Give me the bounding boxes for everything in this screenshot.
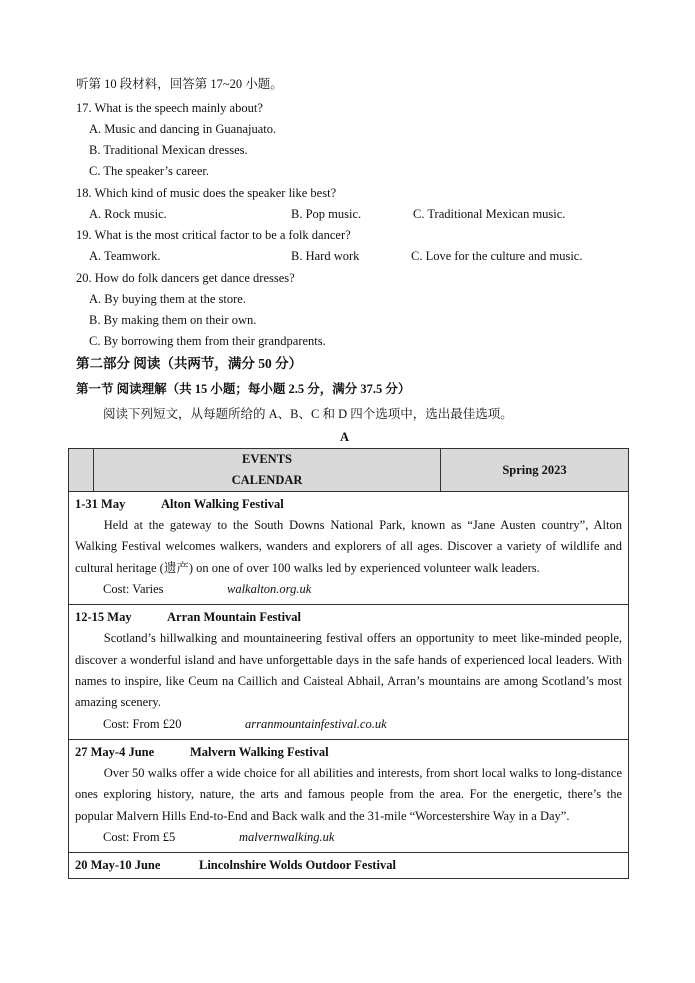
- q17-option-a: A. Music and dancing in Guanajuato.: [89, 122, 277, 136]
- event-description: Scotland’s hillwalking and mountaineering festival offers an opportunity to meet like-minded people, discover a wonderful island and have unforgettable days in the safe hands of experienced local leaders. With names to inspire, like Ceum na Caillich and Caisteal Abhail, Arran’s mountains are among Scotland’s most amazing scenery.: [75, 631, 622, 710]
- event-dates: 20 May-10 June: [75, 858, 161, 873]
- section-one-title: 第一节 阅读理解（共 15 小题；每小题 2.5 分，满分 37.5 分）: [76, 382, 411, 396]
- event-cost: Cost: Varies: [103, 582, 164, 597]
- q18-option-a: A. Rock music.: [89, 207, 167, 221]
- event-name: Malvern Walking Festival: [190, 744, 329, 759]
- q20-option-b: B. By making them on their own.: [89, 313, 257, 327]
- q19-option-a: A. Teamwork.: [89, 249, 161, 263]
- event-malvern: [69, 739, 629, 852]
- q17-option-b: B. Traditional Mexican dresses.: [89, 143, 248, 157]
- header-season-cell: Spring 2023: [441, 449, 629, 492]
- event-row: [69, 853, 629, 879]
- event-name: Alton Walking Festival: [161, 497, 284, 511]
- event-description: Over 50 walks offer a wide choice for all abilities and interests, from short local walks to long-distance ones exploring history, nature, the arts and famous people from the area. For the energetic, there’s the popular Malvern Hills End-to-End and Back walk and the 31-mile “Worcestershire Way in a Day”.: [75, 765, 622, 823]
- q18-option-c: C. Traditional Mexican music.: [413, 207, 566, 221]
- reading-instruction: 阅读下列短文，从每题所给的 A、B、C 和 D 四个选项中，选出最佳选项。: [103, 407, 513, 421]
- calendar-header-row: [69, 449, 629, 492]
- event-dates: 12-15 May: [75, 610, 132, 625]
- event-lincolnshire: [69, 853, 629, 879]
- header-corner-cell: [69, 449, 94, 492]
- q17-option-c: C. The speaker’s career.: [89, 164, 209, 178]
- event-website: walkalton.org.uk: [227, 582, 312, 597]
- question-19: 19. What is the most critical factor to be a folk dancer?: [76, 228, 351, 242]
- event-description: Held at the gateway to the South Downs National Park, known as “Jane Austen country”, Alton Walking Festival welcomes walkers, wanders and explorers of all ages. Discover a variety of wildlife and cultural heritage (遗产) on one of over 100 walks led by experienced volunteer walk leaders.: [75, 518, 622, 575]
- event-name: Arran Mountain Festival: [167, 610, 302, 625]
- event-cost: Cost: From £20: [103, 716, 182, 731]
- q20-option-a: A. By buying them at the store.: [89, 292, 246, 306]
- event-dates: 27 May-4 June: [75, 744, 155, 759]
- event-dates: 1-31 May: [75, 497, 126, 511]
- event-website: malvernwalking.uk: [239, 830, 335, 845]
- q20-option-c: C. By borrowing them from their grandparents.: [89, 334, 326, 348]
- header-calendar: CALENDAR: [231, 473, 303, 487]
- event-arran: [69, 605, 629, 740]
- event-cost: Cost: From £5: [103, 830, 176, 845]
- question-18: 18. Which kind of music does the speaker like best?: [76, 186, 337, 200]
- q19-option-c: C. Love for the culture and music.: [411, 249, 583, 263]
- question-17: 17. What is the speech mainly about?: [76, 101, 263, 115]
- header-events: EVENTS: [241, 452, 293, 466]
- event-row: [69, 605, 629, 740]
- q18-option-b: B. Pop music.: [291, 207, 362, 221]
- event-name: Lincolnshire Wolds Outdoor Festival: [199, 858, 396, 873]
- passage-letter: A: [340, 430, 350, 444]
- event-row: [69, 492, 629, 605]
- event-row: [69, 739, 629, 852]
- event-alton: [69, 492, 629, 605]
- listening-intro: 听第 10 段材料，回答第 17~20 小题。: [76, 77, 283, 91]
- header-title-cell: [94, 449, 441, 492]
- events-calendar-table: [68, 448, 629, 879]
- event-website: arranmountainfestival.co.uk: [245, 716, 387, 731]
- question-20: 20. How do folk dancers get dance dresses?: [76, 271, 295, 285]
- q19-option-b: B. Hard work: [291, 249, 360, 263]
- part-two-title: 第二部分 阅读（共两节，满分 50 分）: [76, 356, 303, 371]
